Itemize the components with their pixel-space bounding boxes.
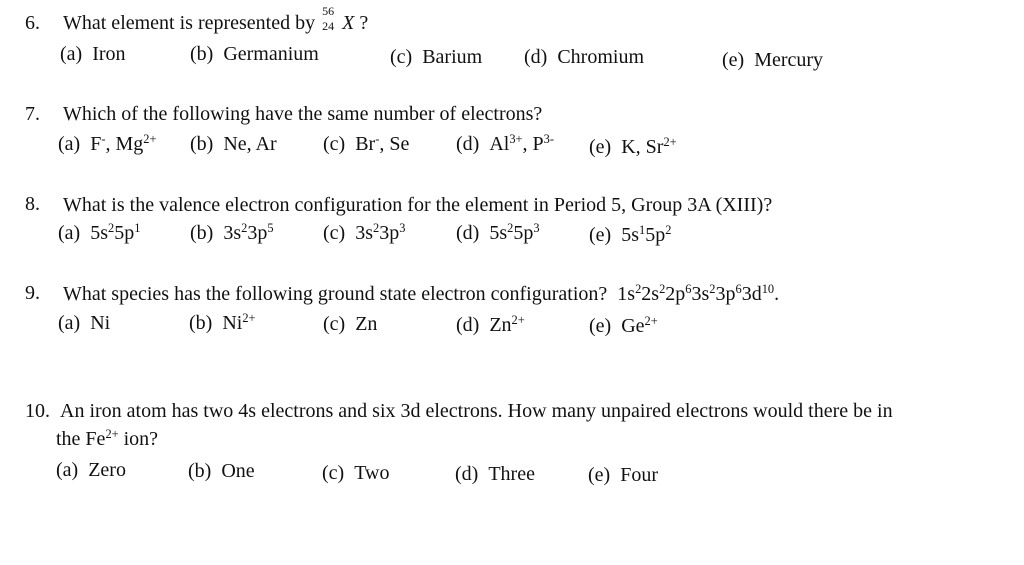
option-b[interactable]: (b) Ne, Ar [190,133,277,155]
option-d[interactable]: (d) $5s^25p^3$ [456,221,540,244]
question-text: Which of the following have the same number of electrons? [63,103,543,125]
option-b[interactable]: (b) $3s^23p^5$ [190,221,274,244]
question-number: 10. [25,400,50,422]
option-a[interactable]: (a) Ni [58,312,111,334]
option-d[interactable]: (d) $Zn^{2+}$ [456,313,525,336]
option-e[interactable]: (e) Four [588,464,658,486]
option-d[interactable]: (d) Chromium [524,46,644,68]
option-e[interactable]: (e) $5s^15p^2$ [589,223,672,246]
option-d[interactable]: (d) $Al^{3+}$, $P^{3-}$ [456,132,554,155]
option-c[interactable]: (c) Zn [323,313,378,335]
nuclide-symbol: 56 24 [322,4,335,33]
question-number: 6. [25,12,40,34]
option-b[interactable]: (b) $Ni^{2+}$ [189,311,256,334]
question-number: 7. [25,103,40,125]
option-d[interactable]: (d) Three [455,463,535,485]
option-b[interactable]: (b) Germanium [190,43,319,65]
option-a[interactable]: (a) Iron [60,43,126,65]
question-text: What element is represented by 56 24 X ? [63,4,369,34]
question-number: 9. [25,282,40,304]
option-c[interactable]: (c) Barium [390,46,483,68]
electron-configuration: $1s^22s^22p^63s^23p^63d^{10}$. [617,282,780,305]
question-text: What species has the following ground state electron configuration? $1s^22s^22p^63s^23p^63d^{10}$. [63,282,780,305]
option-e[interactable]: (e) Mercury [722,49,824,71]
question-text: What is the valence electron configuration for the element in Period 5, Group 3A (XIII)? [63,194,773,216]
option-c[interactable]: (c) $3s^23p^3$ [323,221,406,244]
option-a[interactable]: (a) F-, $Mg^{2+}$ [58,132,157,155]
question-number: 8. [25,193,40,215]
option-a[interactable]: (a) $5s^25p^1$ [58,221,141,244]
option-e[interactable]: (e) $Ge^{2+}$ [589,314,658,337]
option-e[interactable]: (e) K, $Sr^{2+}$ [589,135,677,158]
option-b[interactable]: (b) One [188,460,255,482]
question-text-line-2: the $Fe^{2+}$ ion? [56,427,159,450]
option-c[interactable]: (c) Br-, Se [323,132,410,155]
option-c[interactable]: (c) Two [322,462,390,484]
question-text-line-1: An iron atom has two 4s electrons and six 3d electrons. How many unpaired electrons would there be in [60,400,893,422]
option-a[interactable]: (a) Zero [56,459,126,481]
